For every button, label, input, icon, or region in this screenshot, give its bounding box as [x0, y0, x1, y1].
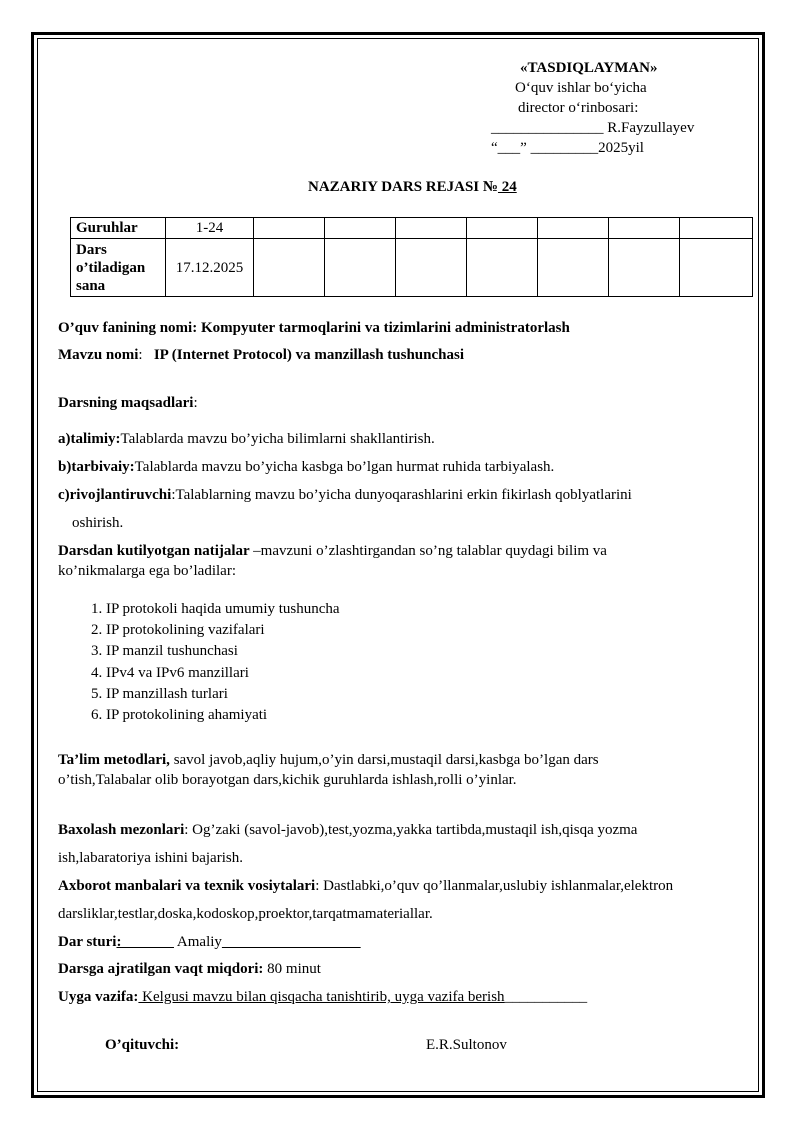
- outcomes-label: Darsdan kutilyotgan natijalar: [58, 543, 254, 559]
- resources-text: : Dastlabki,o’quv qo’llanmalar,uslubiy ishlanmalar,elektron: [315, 878, 674, 894]
- lesson-date-label-line: o’tiladigan: [76, 259, 146, 276]
- empty-cell: [396, 218, 467, 239]
- approval-signature: _______________ R.Fayzullayev: [491, 120, 695, 136]
- resources-line-2: darsliklar,testlar,doska,kodoskop,proektor,tarqatmamateriallar.: [58, 906, 433, 922]
- assessment-text: : Og’zaki (savol-javob),test,yozma,yakka tartibda,mustaqil ish,qisqa yozma: [184, 822, 638, 838]
- teacher-label: O’qituvchi:: [105, 1037, 180, 1053]
- lesson-type-blank-2: [222, 934, 361, 950]
- duration-label: Darsga ajratilgan vaqt miqdori:: [58, 961, 264, 977]
- groups-label: Guruhlar: [71, 218, 166, 239]
- goal-c: [58, 485, 632, 505]
- topic-label: Mavzu nomi: [58, 347, 139, 363]
- empty-cell: [538, 218, 609, 239]
- empty-cell: [254, 239, 325, 297]
- goal-b-label: b)tarbivaiy:: [58, 459, 135, 475]
- homework-value: Kelgusi mavzu bilan qisqacha tanishtirib, uyga vazifa berish: [138, 989, 505, 1005]
- empty-cell: [680, 239, 753, 297]
- outcomes-text: –mavzuni o’zlashtirgandan so’ng talablar quydagi bilim va: [253, 543, 607, 559]
- goal-c-label: c)rivojlantiruvchi: [58, 487, 172, 503]
- empty-cell: [538, 239, 609, 297]
- list-item: 1. IP protokoli haqida umumiy tushuncha: [106, 599, 606, 620]
- methods-line-1: [58, 750, 599, 770]
- methods-line-2: o’tish,Talabalar olib borayotgan dars,kichik guruhlarda ishlash,rolli o’yinlar.: [58, 772, 517, 788]
- empty-cell: [254, 218, 325, 239]
- topic-value: IP (Internet Protocol) va manzillash tushunchasi: [153, 347, 464, 363]
- lesson-type-blank: [121, 934, 174, 950]
- outcomes-line-2: ko’nikmalarga ega bo’ladilar:: [58, 563, 236, 579]
- approval-date: “___” _________2025yil: [491, 140, 644, 156]
- outcomes-list: [58, 599, 606, 726]
- methods-label: Ta’lim metodlari,: [58, 752, 170, 768]
- goals-heading: Darsning maqsadlari: [58, 395, 194, 411]
- subject-line: [58, 318, 570, 338]
- goal-c-text: :Talablarning mavzu bo’yicha dunyoqarashlarini erkin fikirlash qoblyatlarini: [171, 487, 632, 503]
- empty-cell: [325, 239, 396, 297]
- methods-text: savol javob,aqliy hujum,o’yin darsi,mustaqil darsi,kasbga bo’lgan dars: [169, 752, 599, 768]
- homework-tail: ___________: [504, 989, 588, 1005]
- homework-line: [58, 987, 587, 1007]
- empty-cell: [609, 218, 680, 239]
- goal-b: [58, 457, 554, 477]
- list-item: 2. IP protokolining vazifalari: [106, 620, 606, 641]
- lesson-date-value: 17.12.2025: [166, 239, 254, 297]
- lesson-type-colon: :: [116, 934, 122, 950]
- goal-a-label: a)talimiy:: [58, 431, 121, 447]
- empty-cell: [680, 218, 753, 239]
- goal-c-continuation: oshirish.: [72, 515, 124, 531]
- lesson-date-label-line: Dars: [76, 241, 107, 258]
- goal-a-text: Talablarda mavzu bo’yicha bilimlarni shakllantirish.: [120, 431, 435, 447]
- duration-line: [58, 959, 321, 979]
- topic-line: [58, 345, 464, 365]
- topic-separator: :: [138, 347, 154, 363]
- list-item: 6. IP protokolining ahamiyati: [106, 705, 606, 726]
- approval-line-2: director o‘rinbosari:: [518, 100, 639, 116]
- document-title-prefix: NAZARIY DARS REJASI №: [308, 179, 498, 195]
- document-title: [308, 177, 517, 197]
- approval-title: «TASDIQLAYMAN»: [520, 60, 658, 76]
- group-date-table: [70, 217, 753, 297]
- lesson-date-label-line: sana: [76, 277, 106, 294]
- goals-colon: :: [193, 395, 198, 411]
- document-number: 24: [497, 179, 517, 195]
- lesson-type-line: [58, 932, 361, 952]
- empty-cell: [396, 239, 467, 297]
- assessment-line-2: ish,labaratoriya ishini bajarish.: [58, 850, 243, 866]
- subject-label: O’quv fanining nomi:: [58, 320, 201, 336]
- homework-label: Uyga vazifa:: [58, 989, 139, 1005]
- empty-cell: [609, 239, 680, 297]
- goal-a: [58, 429, 435, 449]
- resources-line-1: [58, 876, 673, 896]
- goal-b-text: Talablarda mavzu bo’yicha kasbga bo’lgan hurmat ruhida tarbiyalash.: [134, 459, 555, 475]
- assessment-line-1: [58, 820, 637, 840]
- empty-cell: [325, 218, 396, 239]
- subject-value: Kompyuter tarmoqlarini va tizimlarini administratorlash: [200, 320, 570, 336]
- empty-cell: [467, 218, 538, 239]
- list-item: 4. IPv4 va IPv6 manzillari: [106, 663, 606, 684]
- empty-cell: [467, 239, 538, 297]
- lesson-date-label: [71, 239, 166, 297]
- list-item: 5. IP manzillash turlari: [106, 684, 606, 705]
- groups-value: 1-24: [166, 218, 254, 239]
- goals-heading-line: [58, 393, 198, 413]
- assessment-label: Baxolash mezonlari: [58, 822, 185, 838]
- approval-line-1: O‘quv ishlar bo‘yicha: [515, 80, 647, 96]
- resources-label: Axborot manbalari va texnik vosiytalari: [58, 878, 316, 894]
- lesson-type-label: Dar sturi: [58, 934, 117, 950]
- outcomes-line-1: [58, 541, 607, 561]
- lesson-type-value: Amaliy: [173, 934, 222, 950]
- duration-value: 80 minut: [263, 961, 321, 977]
- teacher-name: E.R.Sultonov: [426, 1037, 507, 1053]
- list-item: 3. IP manzil tushunchasi: [106, 641, 606, 662]
